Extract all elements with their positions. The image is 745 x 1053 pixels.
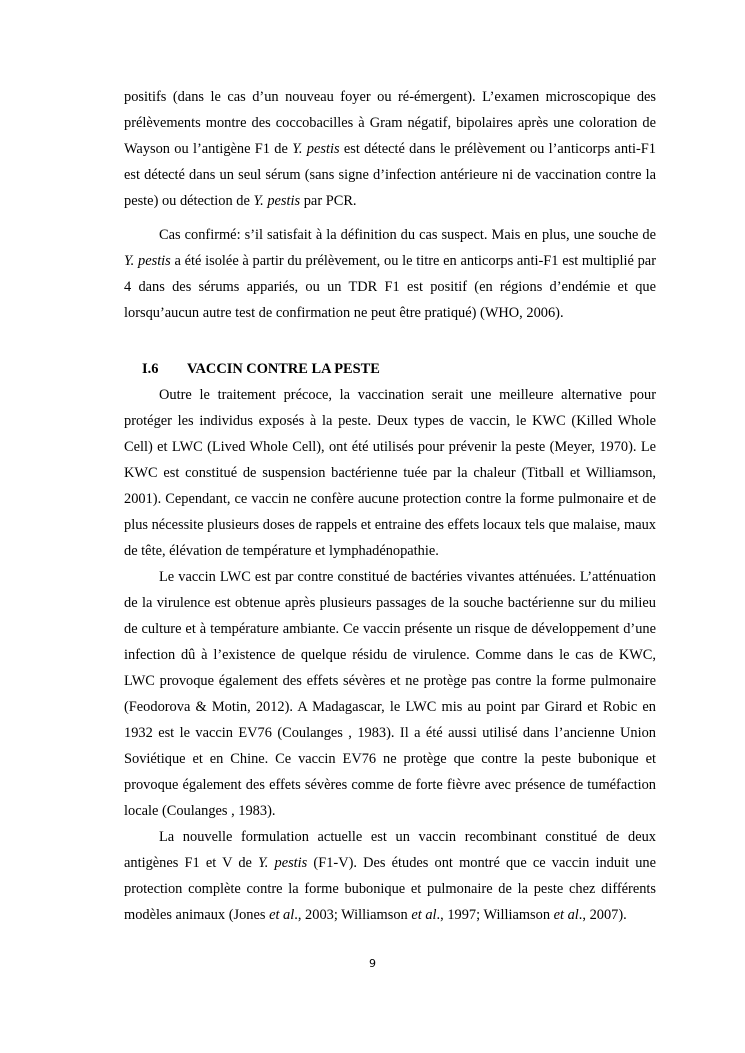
section-number: I.6 xyxy=(142,361,159,377)
paragraph-lwc-vaccine: Le vaccin LWC est par contre constitué de bactéries vivantes atténuées. L’atténuation de la virulence est obtenue après plusieurs passages de la souche bactérienne sur du milieu de culture et à température ambiante. Ce vaccin présente un risque de développement d’une infection dû à l’existence de quelque résidu de virulence. Comme dans le cas de KWC, LWC provoque également des effets sévères et ne protège pas contre la forme pulmonaire (Feodorova & Motin, 2012). A Madagascar, le LWC mis au point par Girard et Robic en 1932 est le vaccin EV76 (Coulanges , 1983). Il a été aussi utilisé dans l’ancienne Union Soviétique et en Chine. Ce vaccin EV76 ne protège que contre la peste bubonique et provoque également des effets sévères comme de forte fièvre avec présence de tuméfaction locale (Coulanges , 1983). xyxy=(124,569,656,819)
section-title: VACCIN CONTRE LA PESTE xyxy=(187,361,380,377)
document-page xyxy=(124,84,656,928)
paragraph-case-confirmed: Cas confirmé: s’il satisfait à la définition du cas suspect. Mais en plus, une souche de Y. pestis a été isolée à partir du prélèvement, ou le titre en anticorps anti-F1 est multiplié par 4 dans des sérums appariés, ou un TDR F1 est positif (en régions d’endémie et que lorsqu’aucun autre test de confirmation ne peut être pratiqué) (WHO, 2006). xyxy=(124,227,656,321)
page-number: 9 xyxy=(369,957,376,970)
paragraph-case-probable: positifs (dans le cas d’un nouveau foyer ou ré-émergent). L’examen microscopique des prélèvements montre des coccobacilles à Gram négatif, bipolaires après une coloration de Wayson ou l’antigène F1 de Y. pestis est détecté dans le prélèvement ou l’anticorps anti-F1 est détecté dans un seul sérum (sans signe d’infection antérieure ni de vaccination contre la peste) ou détection de Y. pestis par PCR. xyxy=(124,89,656,209)
paragraph-recombinant-vaccine: La nouvelle formulation actuelle est un vaccin recombinant constitué de deux antigènes F1 et V de Y. pestis (F1-V). Des études ont montré que ce vaccin induit une protection complète contre la forme bubonique et pulmonaire de la peste chez différents modèles animaux (Jones et al., 2003; Williamson et al., 1997; Williamson et al., 2007). xyxy=(124,829,656,923)
section-heading xyxy=(142,356,656,382)
paragraph-vaccine-types: Outre le traitement précoce, la vaccination serait une meilleure alternative pour protéger les individus exposés à la peste. Deux types de vaccin, le KWC (Killed Whole Cell) et LWC (Lived Whole Cell), ont été utilisés pour prévenir la peste (Meyer, 1970). Le KWC est constitué de suspension bactérienne tuée par la chaleur (Titball et Williamson, 2001). Cependant, ce vaccin ne confère aucune protection contre la forme pulmonaire et de plus nécessite plusieurs doses de rappels et entraine des effets locaux tels que malaise, maux de tête, élévation de température et lymphadénopathie. xyxy=(124,387,656,559)
